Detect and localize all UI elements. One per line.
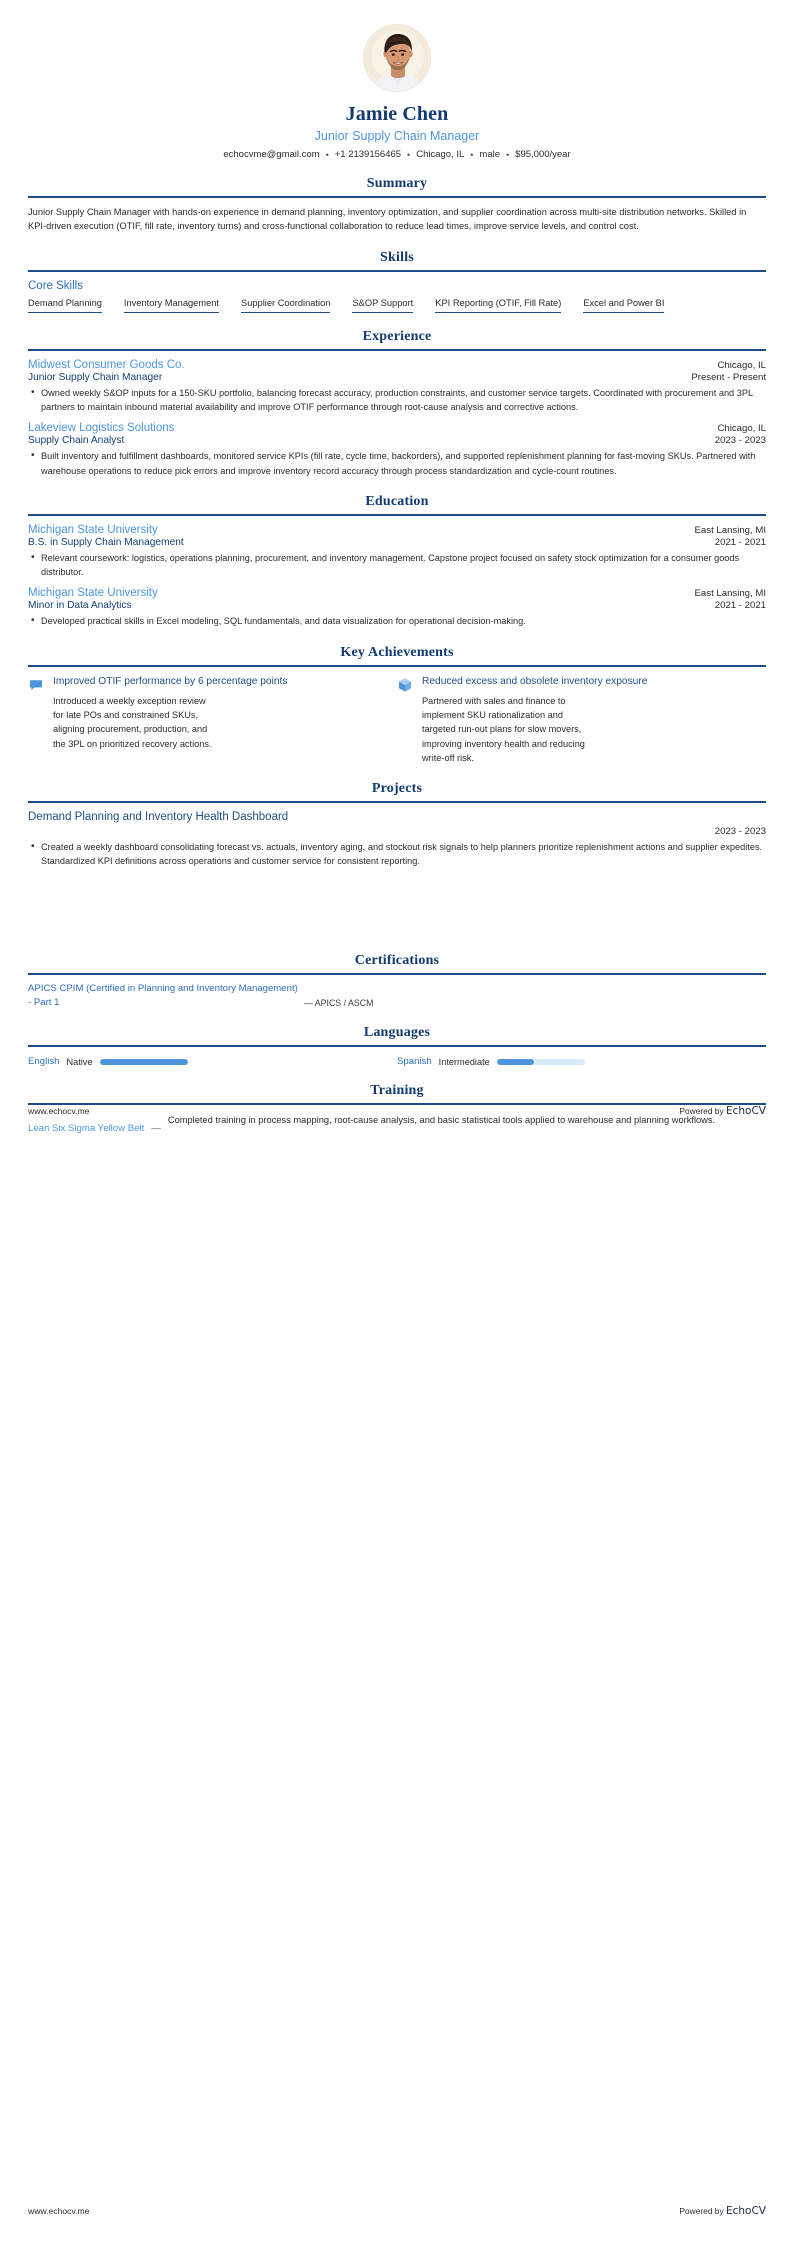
language-proficiency-bar <box>497 1059 585 1065</box>
achievement-grid <box>28 675 766 766</box>
entry-top-row <box>28 422 766 434</box>
entry-second-row <box>28 434 766 446</box>
footer-powered-by: Powered by <box>679 2206 726 2216</box>
job-dates: 2023 - 2023 <box>714 435 766 447</box>
language-level: Native <box>66 1056 93 1067</box>
contact-line <box>28 149 766 160</box>
training-dash: — <box>151 1123 161 1135</box>
language-proficiency-bar <box>100 1059 188 1065</box>
experience-entry <box>28 422 766 478</box>
achievement-title: Improved OTIF performance by 6 percentage points <box>53 675 288 687</box>
page-footer <box>28 1105 766 1117</box>
cert-issuer-name: APICS / ASCM <box>314 998 374 1009</box>
section-divider <box>28 514 766 516</box>
degree-dates: 2021 - 2021 <box>714 600 766 612</box>
section-experience <box>28 329 766 478</box>
degree-name: B.S. in Supply Chain Management <box>28 536 184 548</box>
school-location: East Lansing, MI <box>694 588 766 600</box>
section-divider <box>28 270 766 272</box>
cube-box-icon <box>397 677 413 693</box>
section-certifications <box>28 953 766 1010</box>
company-name[interactable]: Lakeview Logistics Solutions <box>28 422 175 435</box>
training-name[interactable]: Lean Six Sigma Yellow Belt <box>28 1123 145 1135</box>
skill-chip: Inventory Management <box>124 298 219 313</box>
separator-dot: • <box>470 149 474 160</box>
section-projects <box>28 781 766 869</box>
page-footer <box>28 2205 766 2217</box>
brand-name: EchoCV <box>725 2205 766 2217</box>
section-heading-achievements: Key Achievements <box>340 644 454 660</box>
language-item <box>397 1056 766 1067</box>
footer-url[interactable]: www.echocv.me <box>28 1106 90 1116</box>
separator-dot: • <box>325 149 329 160</box>
contact-salary: $95,000/year <box>515 149 571 160</box>
contact-location: Chicago, IL <box>416 149 465 160</box>
certification-issuer <box>304 998 373 1009</box>
achievement-title: Reduced excess and obsolete inventory exposure <box>422 675 648 687</box>
language-list <box>28 1056 766 1067</box>
section-divider <box>28 973 766 975</box>
bullet-item: • Built inventory and fulfillment dashboards, monitored service KPIs (fill rate, cycle time, backorders), and supported replenishment planning for fast-moving SKUs. Partnered with warehouse operations to reduce pick errors and improve inventory record accuracy through process standardization and cycle-count routines. <box>41 449 766 478</box>
section-divider <box>28 349 766 351</box>
achievement-item <box>28 675 397 766</box>
job-position: Junior Supply Chain Manager <box>28 371 163 383</box>
section-heading-experience: Experience <box>362 328 432 344</box>
footer-brand <box>679 1105 766 1117</box>
footer-brand <box>679 2205 766 2217</box>
section-key-achievements <box>28 645 766 766</box>
section-skills <box>28 250 766 313</box>
entry-top-row <box>28 359 766 371</box>
bullet-item: • Relevant coursework: logistics, operations planning, procurement, and inventory management. Capstone project focused on safety stock optimization for a consumer goods distributor. <box>41 551 766 580</box>
section-education <box>28 494 766 629</box>
section-divider <box>28 1045 766 1047</box>
job-position: Supply Chain Analyst <box>28 435 125 447</box>
skill-chip: Excel and Power BI <box>583 298 664 313</box>
project-entry <box>28 811 766 869</box>
experience-entry <box>28 359 766 415</box>
entry-second-row <box>28 599 766 611</box>
school-name[interactable]: Michigan State University <box>28 523 158 536</box>
achievement-description: Introduced a weekly exception review for late POs and constrained SKUs, aligning procurement, production, and the 3PL on prioritized recovery actions. <box>53 695 212 749</box>
separator-dot: • <box>407 149 411 160</box>
entry-second-row <box>28 536 766 548</box>
skill-chip: KPI Reporting (OTIF, Fill Rate) <box>435 298 561 313</box>
project-dates: 2023 - 2023 <box>714 826 766 838</box>
education-entry <box>28 524 766 580</box>
company-location: Chicago, IL <box>717 423 766 435</box>
bullet-list <box>28 614 766 628</box>
skill-chip: Supplier Coordination <box>241 298 330 313</box>
achievement-description: Partnered with sales and finance to implement SKU rationalization and targeted run-out plans for slow movers, improving inventory health and reducing write-off risk. <box>422 695 585 763</box>
entry-second-row <box>28 371 766 383</box>
bullet-item: • Owned weekly S&OP inputs for a 150-SKU portfolio, balancing forecast accuracy, production constraints, and customer service targets. Coordinated with procurement and 3PL partners to maintain inbound material availability and improve OTIF performance through root-cause analysis and corrective actions. <box>41 386 766 415</box>
achievement-item <box>397 675 766 766</box>
job-title: Junior Supply Chain Manager <box>314 129 480 143</box>
section-divider <box>28 801 766 803</box>
section-divider <box>28 665 766 667</box>
degree-dates: 2021 - 2021 <box>714 536 766 548</box>
avatar <box>363 24 431 92</box>
company-location: Chicago, IL <box>717 359 766 371</box>
language-name: English <box>28 1056 60 1068</box>
resume-header <box>28 0 766 160</box>
skill-chip: S&OP Support <box>352 298 413 313</box>
page-title: Jamie Chen <box>345 103 449 125</box>
contact-gender: male <box>479 149 501 160</box>
bullet-list <box>28 840 766 869</box>
certification-name[interactable]: APICS CPIM (Certified in Planning and Inventory Management) - Part 1 <box>28 982 298 1008</box>
entry-top-row <box>28 587 766 599</box>
bullet-list <box>28 386 766 415</box>
degree-name: Minor in Data Analytics <box>28 600 132 612</box>
certification-entry <box>28 982 766 1010</box>
skill-group-label: Core Skills <box>28 279 83 292</box>
bullet-item: • Created a weekly dashboard consolidating forecast vs. actuals, inventory aging, and stockout risk signals to help planners prioritize replenishment actions and supplier expedites. Standardized KPI definitions across operations and customer service for consistent reporting. <box>41 840 766 869</box>
footer-powered-by: Powered by <box>679 1106 726 1116</box>
summary-text: Junior Supply Chain Manager with hands-on experience in demand planning, inventory optimization, and supplier coordination across multi-site distribution networks. Skilled in KPI-driven execution (OTIF, fill rate, inventory turns) and cross-functional collaboration to reduce lead times, improve service levels, and control cost. <box>28 207 747 232</box>
bullet-list <box>28 449 766 478</box>
section-heading-summary: Summary <box>366 176 428 191</box>
section-heading-training: Training <box>370 1083 424 1099</box>
cert-dash: — <box>304 998 313 1009</box>
separator-dot: • <box>506 149 510 160</box>
bullet-item: • Developed practical skills in Excel modeling, SQL fundamentals, and data visualization for operational decision-making. <box>41 614 766 628</box>
training-description: Completed training in process mapping, root-cause analysis, and basic statistical tools applied to warehouse and planning workflows. <box>167 1115 716 1126</box>
skill-chip: Demand Planning <box>28 298 102 313</box>
contact-email[interactable]: echocvme@gmail.com <box>223 149 320 160</box>
section-divider <box>28 196 766 198</box>
section-languages <box>28 1025 766 1067</box>
project-name[interactable]: Demand Planning and Inventory Health Dashboard <box>28 811 289 824</box>
school-name[interactable]: Michigan State University <box>28 587 158 600</box>
job-dates: Present - Present <box>691 371 766 383</box>
company-name[interactable]: Midwest Consumer Goods Co. <box>28 358 185 371</box>
chat-bubble-icon <box>28 677 44 693</box>
section-heading-certifications: Certifications <box>354 952 440 968</box>
language-level: Intermediate <box>438 1056 490 1067</box>
education-entry <box>28 587 766 628</box>
bullet-list <box>28 551 766 580</box>
section-heading-projects: Projects <box>371 781 423 797</box>
contact-phone[interactable]: +1 2139156465 <box>334 149 402 160</box>
section-heading-skills: Skills <box>380 249 414 265</box>
brand-name: EchoCV <box>725 1105 766 1117</box>
section-heading-education: Education <box>365 493 429 509</box>
skill-list <box>28 298 766 313</box>
school-location: East Lansing, MI <box>694 524 766 536</box>
language-item <box>28 1056 397 1067</box>
language-name: Spanish <box>397 1056 432 1068</box>
section-summary <box>28 176 766 234</box>
footer-url[interactable]: www.echocv.me <box>28 2206 90 2216</box>
section-heading-languages: Languages <box>363 1025 431 1041</box>
entry-top-row <box>28 524 766 536</box>
